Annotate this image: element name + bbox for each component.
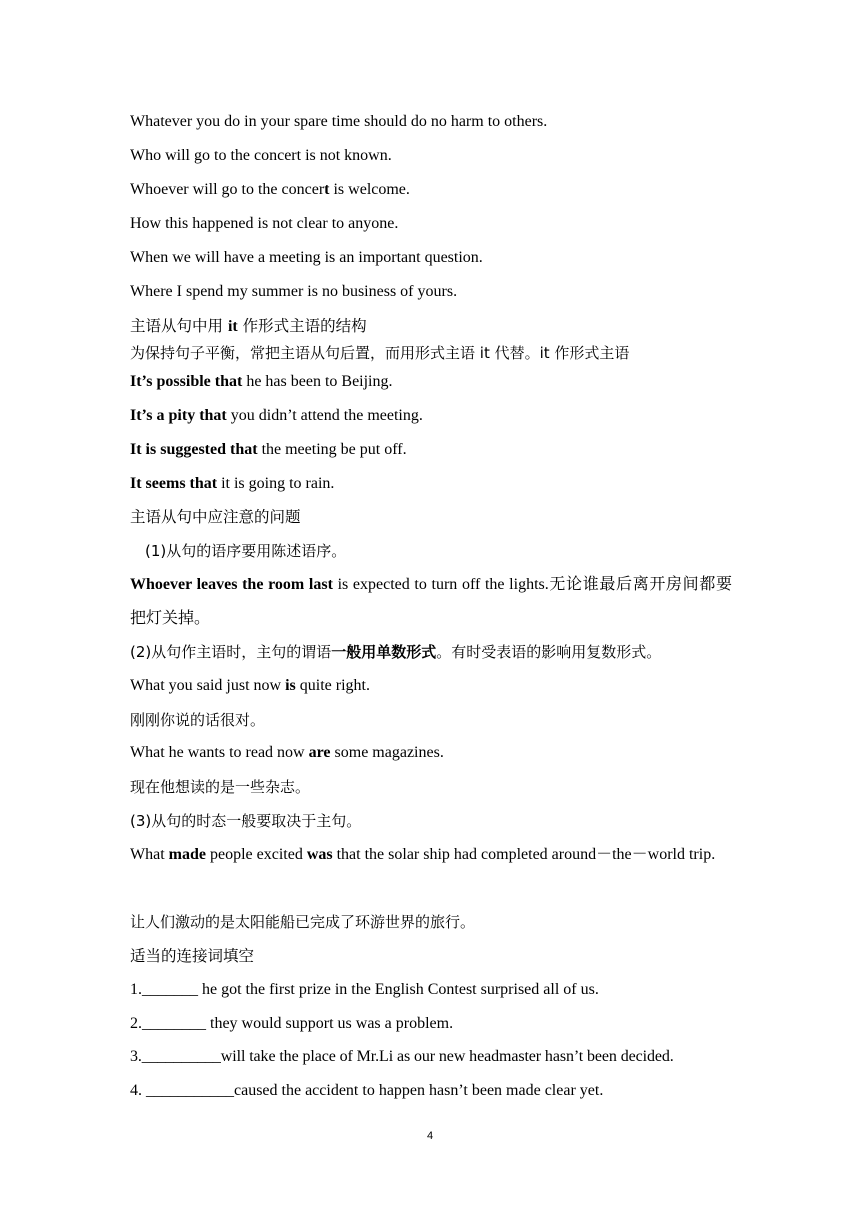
exercise-item: 4. ___________caused the accident to happen hasn’t been made clear yet. bbox=[130, 1082, 604, 1099]
example-sentence bbox=[130, 474, 732, 494]
example-sentence bbox=[130, 676, 732, 696]
sentence-text: quite right. bbox=[295, 677, 370, 694]
section-heading bbox=[130, 316, 732, 337]
sentence-text: that the solar ship had completed around－the－world trip. bbox=[332, 846, 716, 863]
verb-emphasis: made bbox=[168, 846, 206, 863]
verb-emphasis: are bbox=[308, 744, 331, 761]
sentence-text: some magazines. bbox=[330, 744, 444, 761]
example-sentence bbox=[130, 406, 732, 426]
key-phrase: It’s possible that bbox=[130, 373, 243, 390]
exercise-item: 1._______ he got the first prize in the English Contest surprised all of us. bbox=[130, 981, 599, 998]
sentence-text: What bbox=[130, 846, 169, 863]
example-sentence bbox=[130, 568, 732, 636]
bold-letter: t bbox=[324, 181, 330, 198]
example-sentence bbox=[130, 440, 732, 460]
example-sentence bbox=[130, 180, 732, 200]
exercise-item: 3.__________will take the place of Mr.Li as our new headmaster hasn’t been decided. bbox=[130, 1048, 674, 1065]
rule-emphasis: 一般用单数形式 bbox=[331, 643, 437, 661]
example-sentence: How this happened is not clear to anyone. bbox=[130, 215, 399, 232]
sentence-text: is welcome. bbox=[329, 181, 410, 198]
sentence-text: you didn’t attend the meeting. bbox=[226, 407, 423, 424]
example-sentence: Who will go to the concert is not known. bbox=[130, 147, 392, 164]
page-number: 4 bbox=[426, 1130, 434, 1142]
example-sentence bbox=[130, 743, 732, 763]
heading-text: 主语从句中用 bbox=[130, 317, 228, 335]
sentence-text: What you said just now bbox=[130, 677, 286, 694]
rule-part: (2)从句作主语时，主句的谓语 bbox=[130, 643, 332, 661]
sentence-text: Whoever will go to the concer bbox=[130, 181, 325, 198]
section-intro: 为保持句子平衡，常把主语从句后置，而用形式主语 it 代替。it 作形式主语 bbox=[130, 344, 630, 362]
key-phrase: Whoever leaves the room last bbox=[130, 576, 333, 593]
example-sentence bbox=[130, 372, 732, 392]
rule-text: (1)从句的语序要用陈述语序。 bbox=[145, 542, 347, 560]
key-phrase: It’s a pity that bbox=[130, 407, 227, 424]
key-phrase: It seems that bbox=[130, 475, 218, 492]
section-heading: 主语从句中应注意的问题 bbox=[130, 508, 301, 526]
example-sentence bbox=[130, 838, 732, 872]
key-phrase: It is suggested that bbox=[130, 441, 258, 458]
exercise-item: 2.________ they would support us was a problem. bbox=[130, 1015, 454, 1032]
sentence-text: What he wants to read now bbox=[130, 744, 309, 761]
example-sentence: Where I spend my summer is no business of yours. bbox=[130, 283, 458, 300]
sentence-text: the meeting be put off. bbox=[257, 441, 407, 458]
translation: 让人们激动的是太阳能船已完成了环游世界的旅行。 bbox=[130, 913, 476, 931]
translation: 刚刚你说的话很对。 bbox=[130, 711, 266, 729]
example-sentence: When we will have a meeting is an important question. bbox=[130, 249, 483, 266]
sentence-text: it is going to rain. bbox=[217, 475, 335, 492]
sentence-text: people excited bbox=[205, 846, 307, 863]
rule-text bbox=[130, 642, 732, 662]
section-heading: 适当的连接词填空 bbox=[130, 947, 255, 965]
sentence-text: is expected to turn off the lights.无论谁最后离开房间都要把灯关掉。 bbox=[130, 576, 732, 627]
example-sentence: Whatever you do in your spare time should do no harm to others. bbox=[130, 113, 548, 130]
verb-emphasis: was bbox=[306, 846, 333, 863]
rule-text: (3)从句的时态一般要取决于主句。 bbox=[130, 812, 362, 830]
heading-bold-it: it bbox=[227, 318, 238, 335]
translation: 现在他想读的是一些杂志。 bbox=[130, 778, 311, 796]
verb-emphasis: is bbox=[285, 677, 296, 694]
sentence-text: he has been to Beijing. bbox=[242, 373, 393, 390]
heading-text: 作形式主语的结构 bbox=[237, 317, 367, 335]
rule-part: 。有时受表语的影响用复数形式。 bbox=[436, 643, 662, 661]
